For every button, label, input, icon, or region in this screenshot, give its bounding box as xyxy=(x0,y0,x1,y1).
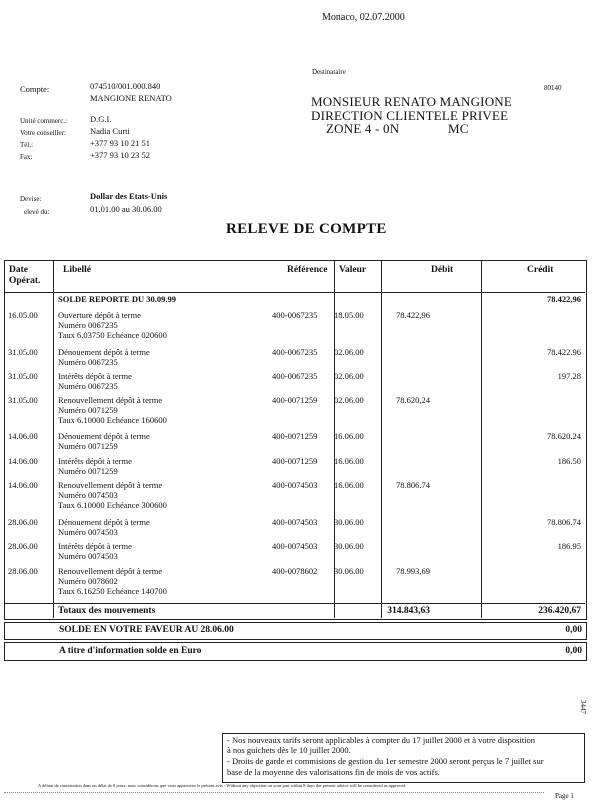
row-valeur: 16.06.00 xyxy=(334,431,364,441)
row-reference: 400-0074503 xyxy=(272,541,318,551)
tel-value: +377 93 10 21 51 xyxy=(90,138,151,148)
row-credit: 186.95 xyxy=(557,541,581,551)
page-number: Page 1 xyxy=(555,792,574,800)
unite-value: D.G.I. xyxy=(90,114,112,124)
header-date: Date xyxy=(9,265,28,275)
row-libelle: Dénouement dépôt à terme xyxy=(58,347,150,357)
compte-number: 074510/001.000.840 xyxy=(90,81,161,91)
row-valeur: 02.06.00 xyxy=(334,347,364,357)
row-credit: 78.422.96 xyxy=(547,347,581,357)
euro-info-value: 0,00 xyxy=(565,646,582,656)
row-taux: Taux 6.16250 Echéance 140700 xyxy=(58,586,167,596)
totaux-debit: 314.843,63 xyxy=(387,606,430,616)
recipient-line1: MONSIEUR RENATO MANGIONE xyxy=(311,94,513,109)
row-numero: Numéro 0074503 xyxy=(58,490,118,500)
row-date: 28.06.00 xyxy=(8,517,38,527)
destinataire-label: Destinataire xyxy=(312,68,346,76)
header-valeur: Valeur xyxy=(339,265,367,275)
header-reference: Référence xyxy=(287,265,328,275)
row-libelle: Dénouement dépôt à terme xyxy=(58,431,150,441)
row-numero: Numéro 0071259 xyxy=(58,441,118,451)
row-libelle: Ouverture dépôt à terme xyxy=(58,310,141,320)
totaux-credit: 236.420,67 xyxy=(538,606,581,616)
row-libelle: Renouvellement dépôt à terme xyxy=(58,566,163,576)
euro-info-label: A titre d'information solde en Euro xyxy=(59,646,202,656)
devise-value: Dollar des Etats-Unis xyxy=(90,191,168,201)
row-numero: Numéro 0078602 xyxy=(58,576,118,586)
row-credit: 186.50 xyxy=(557,456,581,466)
releve-value: 01.01.00 au 30.06.00 xyxy=(90,204,162,214)
footer-divider xyxy=(4,792,544,793)
row-valeur: 02.06.00 xyxy=(334,371,364,381)
row-debit: 78.422,96 xyxy=(396,310,430,320)
row-valeur: 30.06.00 xyxy=(334,541,364,551)
compte-name: MANGIONE RENATO xyxy=(90,93,172,103)
row-date: 31.05.00 xyxy=(8,371,38,381)
row-debit: 78.620,24 xyxy=(396,395,430,405)
row-date: 31.05.00 xyxy=(8,347,38,357)
recipient-country: MC xyxy=(448,121,469,136)
row-date: 28.06.00 xyxy=(8,541,38,551)
document-title: RELEVE DE COMPTE xyxy=(226,221,387,237)
row-reference: 400-0067235 xyxy=(272,371,318,381)
devise-label: Devise: xyxy=(20,195,42,203)
place-date: Monaco, 02.07.2000 xyxy=(322,12,405,23)
row-reference: 400-0067235 xyxy=(272,347,318,357)
row-taux: Taux 6.10000 Echéance 160600 xyxy=(58,415,167,425)
header-operat: Opérat. xyxy=(9,276,41,286)
solde-reporte-credit: 78.422,96 xyxy=(547,294,581,304)
row-date: 28.06.00 xyxy=(8,566,38,576)
solde-reporte-label: SOLDE REPORTE DU 30.09.99 xyxy=(58,294,177,304)
row-date: 14.06.00 xyxy=(8,431,38,441)
row-numero: Numéro 0071259 xyxy=(58,405,118,415)
recipient-line3: ZONE 4 - 0N xyxy=(326,121,400,136)
row-numero: Numéro 0071259 xyxy=(58,466,118,476)
notice-line4: base de la moyenne des valorisations fin de mois de vos actifs. xyxy=(227,767,440,777)
recipient-line2: DIRECTION CLIENTELE PRIVEE xyxy=(311,108,509,123)
row-debit: 78.993,69 xyxy=(396,566,430,576)
fax-label: Fax: xyxy=(20,153,33,161)
notice-box xyxy=(222,733,585,783)
row-date: 16.05.00 xyxy=(8,310,38,320)
row-valeur: 16.06.00 xyxy=(334,480,364,490)
row-date: 31.05.00 xyxy=(8,395,38,405)
row-credit: 78.620.24 xyxy=(547,431,581,441)
side-code: 3447 xyxy=(579,700,587,714)
row-date: 14.06.00 xyxy=(8,456,38,466)
row-valeur: 18.05.00 xyxy=(334,310,364,320)
row-valeur: 30.06.00 xyxy=(334,566,364,576)
row-libelle: Intérêts dépôt à terme xyxy=(58,371,132,381)
row-reference: 400-0071259 xyxy=(272,456,318,466)
row-taux: Taux 6.10000 Echéance 300600 xyxy=(58,500,167,510)
client-code: 80140 xyxy=(544,84,562,92)
row-valeur: 16.06.00 xyxy=(334,456,364,466)
row-date: 14.06.00 xyxy=(8,480,38,490)
unite-label: Unité commerc.: xyxy=(20,117,68,125)
row-credit: 197.28 xyxy=(557,371,581,381)
solde-box xyxy=(4,622,587,640)
row-valeur: 02.06.00 xyxy=(334,395,364,405)
row-numero: Numéro 0067235 xyxy=(58,320,118,330)
notice-line2: à nos guichets dès le 10 juillet 2000. xyxy=(227,745,351,755)
row-reference: 400-0071259 xyxy=(272,431,318,441)
row-reference: 400-0074503 xyxy=(272,517,318,527)
conseiller-label: Votre conseiller: xyxy=(20,129,66,137)
statement-table xyxy=(4,260,587,620)
row-credit: 78.806.74 xyxy=(547,517,581,527)
row-libelle: Dénouement dépôt à terme xyxy=(58,517,150,527)
row-reference: 400-0071259 xyxy=(272,395,318,405)
solde-value: 0,00 xyxy=(565,625,582,635)
footer-disclaimer: A défaut de contestation dans un délai de 8 jours, nous considérons que vous approuvez le présent avis - Without any objection on your part within 8 days the present advice will be considered as approved xyxy=(38,783,406,788)
row-libelle: Renouvellement dépôt à terme xyxy=(58,480,163,490)
row-numero: Numéro 0067235 xyxy=(58,357,118,367)
row-valeur: 30.06.00 xyxy=(334,517,364,527)
solde-label: SOLDE EN VOTRE FAVEUR AU 28.06.00 xyxy=(59,625,234,635)
header-libelle: Libellé xyxy=(63,265,91,275)
row-debit: 78.806.74 xyxy=(396,480,430,490)
header-debit: Débit xyxy=(431,265,454,275)
euro-info-box xyxy=(4,642,587,661)
row-libelle: Renouvellement dépôt à terme xyxy=(58,395,163,405)
totaux-label: Totaux des mouvements xyxy=(58,606,156,616)
notice-line1: - Nos nouveaux tarifs seront applicables à compter du 17 juillet 2000 et à votre disposition xyxy=(227,735,536,745)
row-numero: Numéro 0074503 xyxy=(58,551,118,561)
row-reference: 400-0067235 xyxy=(272,310,318,320)
row-reference: 400-0074503 xyxy=(272,480,318,490)
compte-label: Compte: xyxy=(20,84,50,94)
row-reference: 400-0078602 xyxy=(272,566,318,576)
row-libelle: Intérêts dépôt à terme xyxy=(58,541,132,551)
tel-label: Tél.: xyxy=(20,141,34,149)
row-numero: Numéro 0074503 xyxy=(58,527,118,537)
header-credit: Crédit xyxy=(527,265,554,275)
notice-line3: - Droits de garde et commisions de gestion du 1er semestre 2000 seront perçus le 7 juillet sur xyxy=(227,756,544,766)
row-libelle: Intérêts dépôt à terme xyxy=(58,456,132,466)
releve-label: elevé du: xyxy=(24,208,50,216)
row-numero: Numéro 0067235 xyxy=(58,381,118,391)
row-taux: Taux 6.03750 Echéance 020600 xyxy=(58,330,167,340)
conseiller-value: Nadia Curti xyxy=(90,126,130,136)
fax-value: +377 93 10 23 52 xyxy=(90,150,151,160)
